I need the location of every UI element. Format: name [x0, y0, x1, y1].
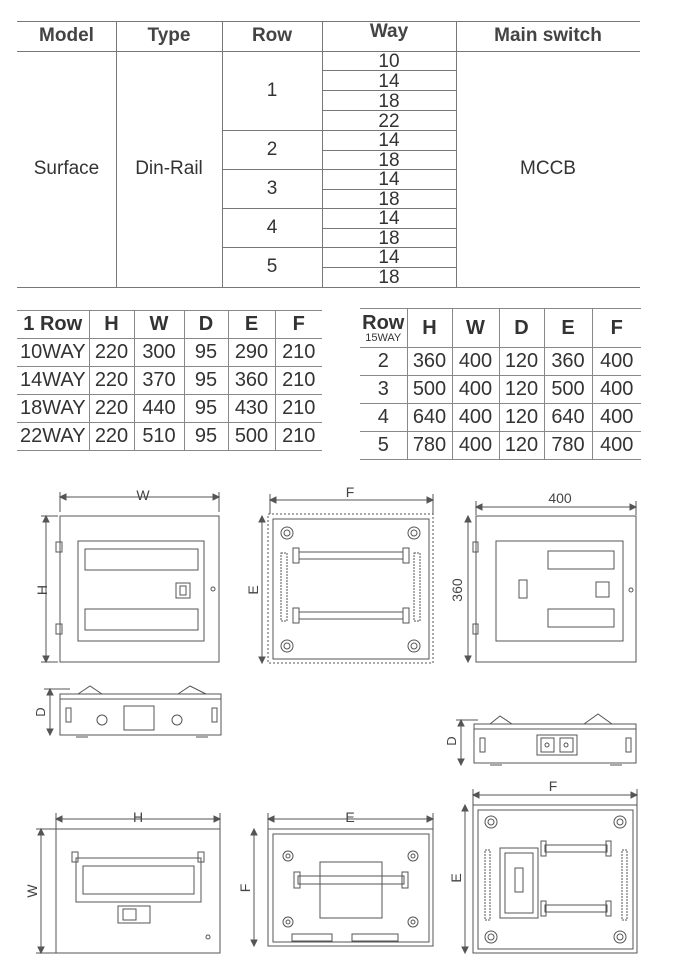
header-cell: F [592, 309, 641, 348]
table-cell: 220 [89, 395, 134, 423]
table-cell: 360 [228, 367, 275, 395]
front-width-label: W [136, 487, 150, 503]
bottom-middle-width-label: E [345, 809, 355, 825]
way-value: 14 [378, 129, 400, 151]
way-value: 18 [378, 90, 400, 112]
table-cell: 400 [592, 376, 641, 404]
table-cell: 400 [452, 348, 499, 376]
table-cell: 4 [360, 404, 407, 432]
row-number: 1 [266, 79, 278, 101]
main-switch-value: MCCB [520, 158, 576, 179]
table-cell: 10WAY [17, 339, 89, 367]
header-cell: D [184, 311, 228, 339]
corner-row-label: Row [362, 311, 405, 334]
table-cell: 220 [89, 339, 134, 367]
table-cell: 210 [275, 395, 322, 423]
bottom-right-height-label: E [448, 873, 464, 883]
table-cell: 640 [407, 404, 452, 432]
right-view-drawing [449, 490, 636, 662]
header-way: Way [369, 21, 409, 42]
way-value: 14 [378, 70, 400, 92]
front-height-label: H [34, 584, 50, 596]
row-number: 3 [266, 177, 278, 199]
way-value: 14 [378, 246, 400, 268]
header-cell: 1 Row [17, 311, 89, 339]
header-cell: W [452, 309, 499, 348]
table-cell: 640 [544, 404, 592, 432]
table-cell: 120 [499, 348, 544, 376]
table-cell: 510 [134, 423, 184, 451]
right-height-label: 360 [449, 578, 465, 602]
way-value: 14 [378, 168, 400, 190]
table-cell: 400 [592, 432, 641, 460]
table-cell: 400 [592, 348, 641, 376]
header-type: Type [147, 25, 191, 46]
table-cell: 300 [134, 339, 184, 367]
side-view-right-drawing [444, 714, 636, 765]
header-cell: H [89, 311, 134, 339]
table-cell: 14WAY [17, 367, 89, 395]
table-cell: 500 [228, 423, 275, 451]
bottom-right-width-label: F [548, 778, 558, 794]
table-cell: 210 [275, 367, 322, 395]
table-cell: 120 [499, 432, 544, 460]
table-cell: 780 [407, 432, 452, 460]
header-cell: H [407, 309, 452, 348]
corner-way-label: 15WAY [365, 331, 402, 344]
header-model: Model [39, 25, 94, 46]
table-cell: 3 [360, 376, 407, 404]
table-cell: 220 [89, 367, 134, 395]
row-number: 5 [266, 256, 278, 277]
table-cell: 95 [184, 395, 228, 423]
header-row: Row [251, 25, 293, 46]
way-value: 14 [378, 207, 400, 229]
side-left-depth-label: D [33, 707, 48, 717]
row-number: 2 [266, 138, 278, 160]
table-cell: 400 [452, 432, 499, 460]
back-view-drawing [245, 484, 433, 663]
table-cell: 2 [360, 348, 407, 376]
table-cell: 120 [499, 376, 544, 404]
table-cell: 5 [360, 432, 407, 460]
header-cell: E [544, 309, 592, 348]
side-right-depth-label: D [444, 736, 459, 746]
table-cell: 500 [544, 376, 592, 404]
table-cell: 400 [592, 404, 641, 432]
front-view-drawing [34, 487, 219, 662]
bottom-middle-height-label: F [237, 883, 253, 893]
table-cell: 210 [275, 339, 322, 367]
table-cell: 95 [184, 339, 228, 367]
back-width-label: F [345, 484, 355, 500]
table-cell: 400 [452, 376, 499, 404]
type-value: Din-Rail [135, 158, 203, 179]
table-cell: 360 [544, 348, 592, 376]
table-cell: 780 [544, 432, 592, 460]
table-cell: 120 [499, 404, 544, 432]
header-cell: D [499, 309, 544, 348]
table-cell: 360 [407, 348, 452, 376]
way-value: 18 [378, 188, 400, 210]
way-value: 18 [378, 149, 400, 171]
way-value: 10 [378, 50, 400, 72]
bottom-left-width-label: H [132, 809, 144, 825]
bottom-right-view-drawing [448, 778, 637, 953]
table-cell: 370 [134, 367, 184, 395]
table-cell: 430 [228, 395, 275, 423]
table-cell: 95 [184, 423, 228, 451]
table-cell: 95 [184, 367, 228, 395]
right-width-label: 400 [548, 490, 572, 506]
header-cell: E [228, 311, 275, 339]
table-cell: 18WAY [17, 395, 89, 423]
table-cell: 210 [275, 423, 322, 451]
model-value: Surface [33, 158, 100, 179]
header-main-switch: Main switch [494, 25, 602, 46]
header-cell: W [134, 311, 184, 339]
table-cell: 440 [134, 395, 184, 423]
back-height-label: E [245, 585, 261, 595]
bottom-left-view-drawing [24, 809, 220, 953]
way-value: 22 [378, 110, 400, 132]
way-value: 18 [378, 227, 400, 249]
row-number: 4 [266, 216, 278, 238]
side-view-left-drawing [33, 686, 221, 737]
header-cell: F [275, 311, 322, 339]
bottom-middle-view-drawing [237, 809, 433, 946]
table-cell: 220 [89, 423, 134, 451]
table-cell: 500 [407, 376, 452, 404]
table-cell: 400 [452, 404, 499, 432]
table-cell: 290 [228, 339, 275, 367]
way-value: 18 [378, 266, 400, 288]
bottom-left-height-label: W [24, 884, 40, 898]
table-cell: 22WAY [17, 423, 89, 451]
